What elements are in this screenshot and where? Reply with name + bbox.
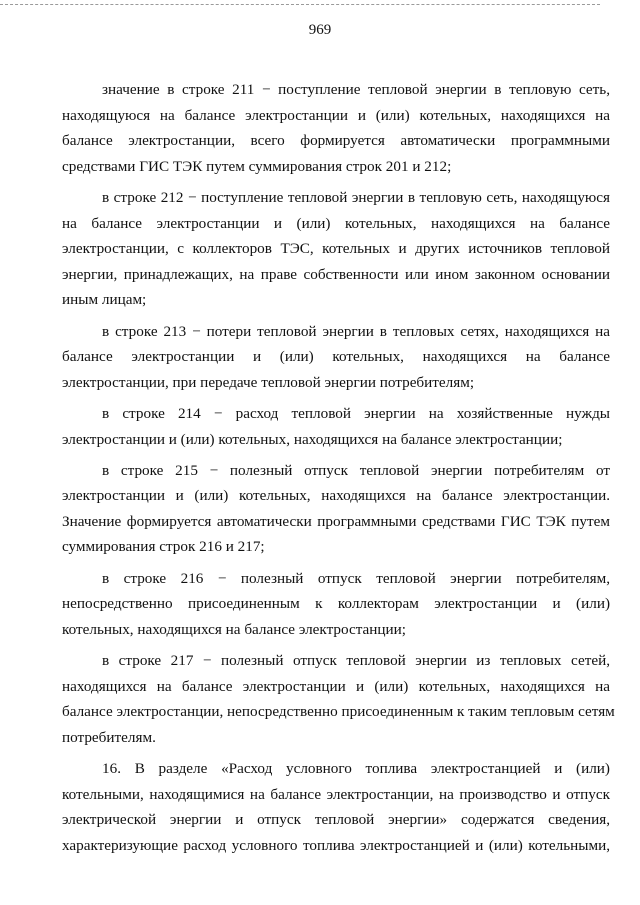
text-line: на балансе электростанции и (или) котельных, находящихся на балансе — [62, 214, 610, 232]
text-line: суммирования строк 216 и 217; — [62, 538, 265, 556]
page-top-edge — [0, 4, 600, 5]
text-line: средствами ГИС ТЭК путем суммирования строк 201 и 212; — [62, 157, 452, 175]
text-line: электростанции, при передаче тепловой энергии потребителям; — [62, 373, 475, 391]
text-line: электростанции, с коллекторов ТЭС, котельных и других источников тепловой — [62, 240, 610, 258]
paragraph — [62, 458, 610, 560]
text-line: балансе электростанции, непосредственно присоединенным к таким тепловым сетям — [62, 703, 615, 721]
text-line: находящихся на балансе электростанции и (или) котельных, находящихся на — [62, 677, 610, 695]
text-line: непосредственно присоединенным к коллекторам электростанции и (или) — [62, 595, 610, 613]
text-line: в строке 217 − полезный отпуск тепловой энергии из тепловых сетей, — [102, 652, 610, 670]
document-body — [62, 77, 615, 864]
text-line: электростанции и (или) котельных, находящихся на балансе электростанции; — [62, 430, 563, 448]
text-line: значение в строке 211 − поступление тепловой энергии в тепловую сеть, — [102, 81, 610, 98]
text-line: в строке 215 − полезный отпуск тепловой энергии потребителям от — [102, 461, 610, 479]
text-line: котельных, находящихся на балансе электростанции; — [62, 620, 407, 638]
text-line: находящуюся на балансе электростанции и (или) котельных, находящихся на — [62, 106, 610, 124]
paragraph — [62, 319, 610, 396]
text-line: в строке 214 − расход тепловой энергии на хозяйственные нужды — [102, 404, 610, 422]
paragraph — [62, 756, 610, 858]
text-line: электрической энергии и отпуск тепловой энергии» содержатся сведения, — [62, 811, 610, 829]
paragraph — [62, 566, 610, 643]
text-line: Значение формируется автоматически программными средствами ГИС ТЭК путем — [62, 512, 610, 530]
paragraph — [62, 401, 610, 452]
text-line: 16. В разделе «Расход условного топлива электростанцией и (или) — [102, 760, 610, 777]
text-line: котельными, находящимися на балансе электростанции, на производство и отпуск — [62, 785, 610, 803]
paragraph — [62, 77, 610, 179]
text-line: энергии, принадлежащих, на праве собственности или ином законном основании — [62, 265, 610, 283]
text-line: в строке 216 − полезный отпуск тепловой энергии потребителям, — [102, 569, 610, 587]
text-line: характеризующие расход условного топлива электростанцией и (или) котельными, — [62, 836, 610, 854]
text-line: иным лицам; — [62, 291, 147, 309]
text-line: в строке 212 − поступление тепловой энергии в тепловую сеть, находящуюся — [102, 188, 610, 206]
page-number: 969 — [308, 22, 332, 38]
paragraph — [62, 185, 610, 313]
text-line: в строке 213 − потери тепловой энергии в тепловых сетях, находящихся на — [102, 322, 610, 340]
text-line: балансе электростанции и (или) котельных, находящихся на балансе — [62, 348, 610, 366]
text-line: балансе электростанции, всего формируется автоматически программными — [62, 132, 610, 150]
text-line: электростанции и (или) котельных, находящихся на балансе электростанции. — [62, 487, 610, 505]
paragraph — [62, 648, 615, 750]
text-line: потребителям. — [62, 728, 156, 746]
